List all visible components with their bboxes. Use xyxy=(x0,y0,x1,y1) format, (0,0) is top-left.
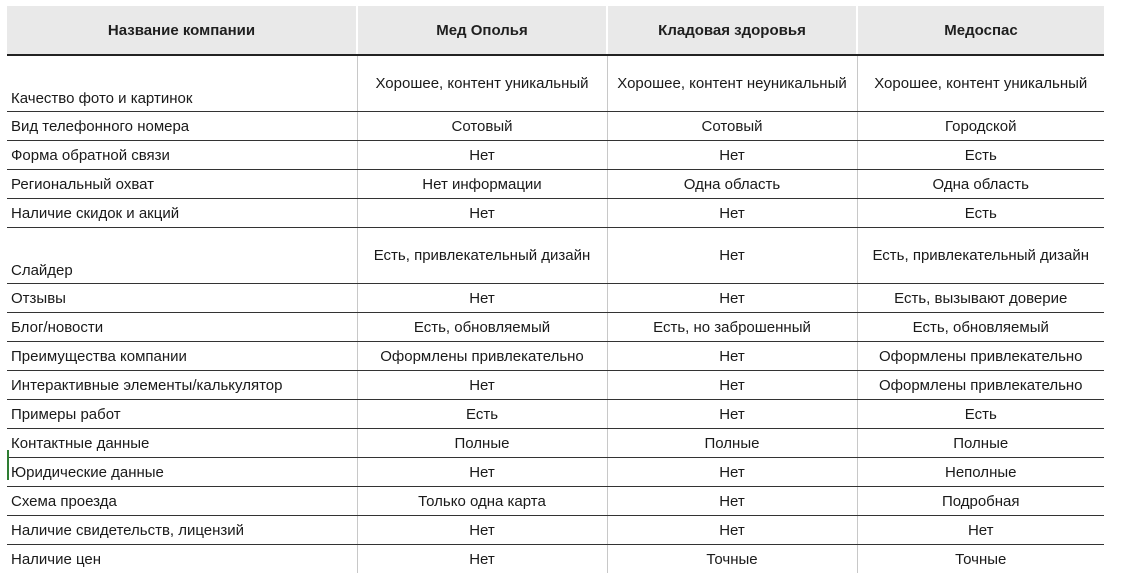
cell-kladovaya-zdorovya[interactable]: Нет xyxy=(607,516,857,545)
cell-kladovaya-zdorovya[interactable]: Полные xyxy=(607,429,857,458)
cell-kladovaya-zdorovya[interactable]: Нет xyxy=(607,141,857,170)
table-row xyxy=(7,55,1104,112)
row-label[interactable]: Наличие свидетельств, лицензий xyxy=(7,516,357,545)
cell-med-opolya[interactable]: Хорошее, контент уникальный xyxy=(357,55,607,112)
cell-medospas[interactable]: Есть xyxy=(857,400,1104,429)
cell-medospas[interactable]: Городской xyxy=(857,112,1104,141)
cell-med-opolya[interactable]: Оформлены привлекательно xyxy=(357,342,607,371)
table-row xyxy=(7,141,1104,170)
cell-medospas[interactable]: Есть, вызывают доверие xyxy=(857,284,1104,313)
table-row xyxy=(7,458,1104,487)
row-label[interactable]: Слайдер xyxy=(7,228,357,284)
header-row xyxy=(7,6,1104,55)
cell-medospas[interactable]: Точные xyxy=(857,545,1104,574)
table-row xyxy=(7,487,1104,516)
table-row xyxy=(7,429,1104,458)
table-row xyxy=(7,342,1104,371)
cell-kladovaya-zdorovya[interactable]: Нет xyxy=(607,487,857,516)
row-label[interactable]: Качество фото и картинок xyxy=(7,55,357,112)
cell-medospas[interactable]: Нет xyxy=(857,516,1104,545)
header-kladovaya-zdorovya[interactable]: Кладовая здоровья xyxy=(607,6,857,55)
row-label[interactable]: Наличие цен xyxy=(11,550,102,568)
row-label[interactable]: Отзывы xyxy=(7,284,357,313)
header-company-name[interactable]: Название компании xyxy=(7,6,357,55)
table-body xyxy=(7,55,1104,573)
cell-medospas[interactable]: Хорошее, контент уникальный xyxy=(857,55,1104,112)
row-label[interactable]: Вид телефонного номера xyxy=(7,112,357,141)
cell-med-opolya[interactable]: Сотовый xyxy=(357,112,607,141)
cell-kladovaya-zdorovya[interactable]: Точные xyxy=(607,545,857,574)
table-row xyxy=(7,112,1104,141)
cell-medospas[interactable]: Полные xyxy=(857,429,1104,458)
cell-kladovaya-zdorovya[interactable]: Нет xyxy=(607,400,857,429)
table-row xyxy=(7,371,1104,400)
table-row xyxy=(7,170,1104,199)
cell-medospas[interactable]: Есть xyxy=(857,141,1104,170)
cell-medospas[interactable]: Оформлены привлекательно xyxy=(857,371,1104,400)
cell-medospas[interactable]: Есть, обновляемый xyxy=(857,313,1104,342)
row-label[interactable]: Интерактивные элементы/калькулятор xyxy=(7,371,357,400)
cell-med-opolya[interactable]: Нет xyxy=(357,199,607,228)
cell-kladovaya-zdorovya[interactable]: Нет xyxy=(607,458,857,487)
cell-medospas[interactable]: Подробная xyxy=(857,487,1104,516)
cell-medospas[interactable]: Есть, привлекательный дизайн xyxy=(857,228,1104,284)
cell-kladovaya-zdorovya[interactable]: Сотовый xyxy=(607,112,857,141)
cell-med-opolya[interactable]: Есть, привлекательный дизайн xyxy=(357,228,607,284)
cell-med-opolya[interactable]: Нет xyxy=(357,545,607,574)
row-label[interactable]: Примеры работ xyxy=(7,400,357,429)
cell-med-opolya[interactable]: Нет xyxy=(357,141,607,170)
row-label[interactable]: Блог/новости xyxy=(7,313,357,342)
row-label[interactable]: Преимущества компании xyxy=(7,342,357,371)
comparison-table xyxy=(7,6,1104,573)
table-row xyxy=(7,199,1104,228)
table-row xyxy=(7,284,1104,313)
table-row xyxy=(7,400,1104,429)
cell-med-opolya[interactable]: Только одна карта xyxy=(357,487,607,516)
cell-kladovaya-zdorovya[interactable]: Нет xyxy=(607,371,857,400)
header-medospas[interactable]: Медоспас xyxy=(857,6,1104,55)
cell-med-opolya[interactable]: Есть, обновляемый xyxy=(357,313,607,342)
row-label[interactable]: Наличие скидок и акций xyxy=(7,199,357,228)
cell-kladovaya-zdorovya[interactable]: Нет xyxy=(607,199,857,228)
cell-kladovaya-zdorovya[interactable]: Нет xyxy=(607,342,857,371)
row-label[interactable]: Схема проезда xyxy=(7,487,357,516)
row-label[interactable]: Юридические данные xyxy=(7,458,357,487)
cell-kladovaya-zdorovya[interactable]: Хорошее, контент неуникальный xyxy=(607,55,857,112)
table-row xyxy=(7,228,1104,284)
cell-med-opolya[interactable]: Есть xyxy=(357,400,607,429)
cell-medospas[interactable]: Одна область xyxy=(857,170,1104,199)
cell-med-opolya[interactable]: Нет xyxy=(357,516,607,545)
cell-kladovaya-zdorovya[interactable]: Одна область xyxy=(607,170,857,199)
cell-medospas[interactable]: Оформлены привлекательно xyxy=(857,342,1104,371)
cell-medospas[interactable]: Есть xyxy=(857,199,1104,228)
cell-kladovaya-zdorovya[interactable]: Нет xyxy=(607,284,857,313)
table-row xyxy=(7,545,1104,574)
table-row xyxy=(7,516,1104,545)
cell-med-opolya[interactable]: Нет xyxy=(357,458,607,487)
cell-kladovaya-zdorovya[interactable]: Нет xyxy=(607,228,857,284)
cell-med-opolya[interactable]: Нет информации xyxy=(357,170,607,199)
cell-med-opolya[interactable]: Нет xyxy=(357,284,607,313)
table-row xyxy=(7,313,1104,342)
header-med-opolya[interactable]: Мед Ополья xyxy=(357,6,607,55)
cell-medospas[interactable]: Неполные xyxy=(857,458,1104,487)
active-cell-marker xyxy=(7,450,9,480)
cell-med-opolya[interactable]: Нет xyxy=(357,371,607,400)
row-label[interactable]: Контактные данные xyxy=(7,429,357,458)
row-label[interactable]: Форма обратной связи xyxy=(7,141,357,170)
table-header xyxy=(7,6,1104,55)
cell-kladovaya-zdorovya[interactable]: Есть, но заброшенный xyxy=(607,313,857,342)
row-label[interactable]: Региональный охват xyxy=(7,170,357,199)
cell-med-opolya[interactable]: Полные xyxy=(357,429,607,458)
